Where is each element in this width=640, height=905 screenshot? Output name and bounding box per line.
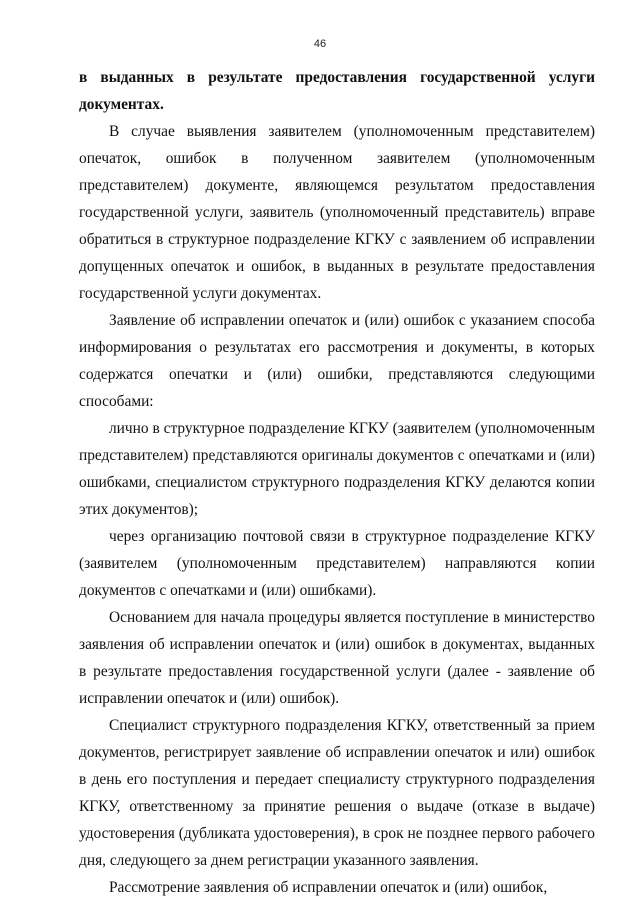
paragraph-heading-continuation: в выданных в результате предоставления государственной услуги документах.	[79, 69, 595, 113]
paragraph: В случае выявления заявителем (уполномоченным представителем) опечаток, ошибок в полученном заявителем (уполномоченным представителем) документе, являющемся результатом предоставления государственной услуги, заявитель (уполномоченный представитель) вправе обратиться в структурное подразделение КГКУ с заявлением об исправлении допущенных опечаток и ошибок, в выданных в результате предоставления государственной услуги документах.	[79, 123, 595, 302]
paragraph: Основанием для начала процедуры является поступление в министерство заявления об исправлении опечаток и (или) ошибок в документах, выданных в результате предоставления государственной услуги (далее - заявление об исправлении опечаток и (или) ошибок).	[79, 609, 595, 707]
page-number: 46	[313, 38, 327, 50]
paragraph: Рассмотрение заявления об исправлении опечаток и (или) ошибок,	[109, 879, 548, 896]
document-body	[79, 64, 595, 901]
paragraph: Специалист структурного подразделения КГКУ, ответственный за прием документов, регистрирует заявление об исправлении опечаток и или) ошибок в день его поступления и передает специалисту структурного подразделения КГКУ, ответственному за принятие решения о выдаче (отказе в выдаче) удостоверения (дубликата удостоверения), в срок не позднее первого рабочего дня, следующего за днем регистрации указанного заявления.	[79, 717, 595, 869]
paragraph: через организацию почтовой связи в структурное подразделение КГКУ (заявителем (уполномоченным представителем) направляются копии документов с опечатками и (или) ошибками).	[79, 528, 595, 599]
paragraph: Заявление об исправлении опечаток и (или) ошибок с указанием способа информирования о результатах его рассмотрения и документы, в которых содержатся опечатки и (или) ошибки, представляются следующими способами:	[79, 312, 595, 410]
paragraph: лично в структурное подразделение КГКУ (заявителем (уполномоченным представителем) представляются оригиналы документов с опечатками и (или) ошибками, специалистом структурного подразделения КГКУ делаются копии этих документов);	[79, 420, 595, 518]
